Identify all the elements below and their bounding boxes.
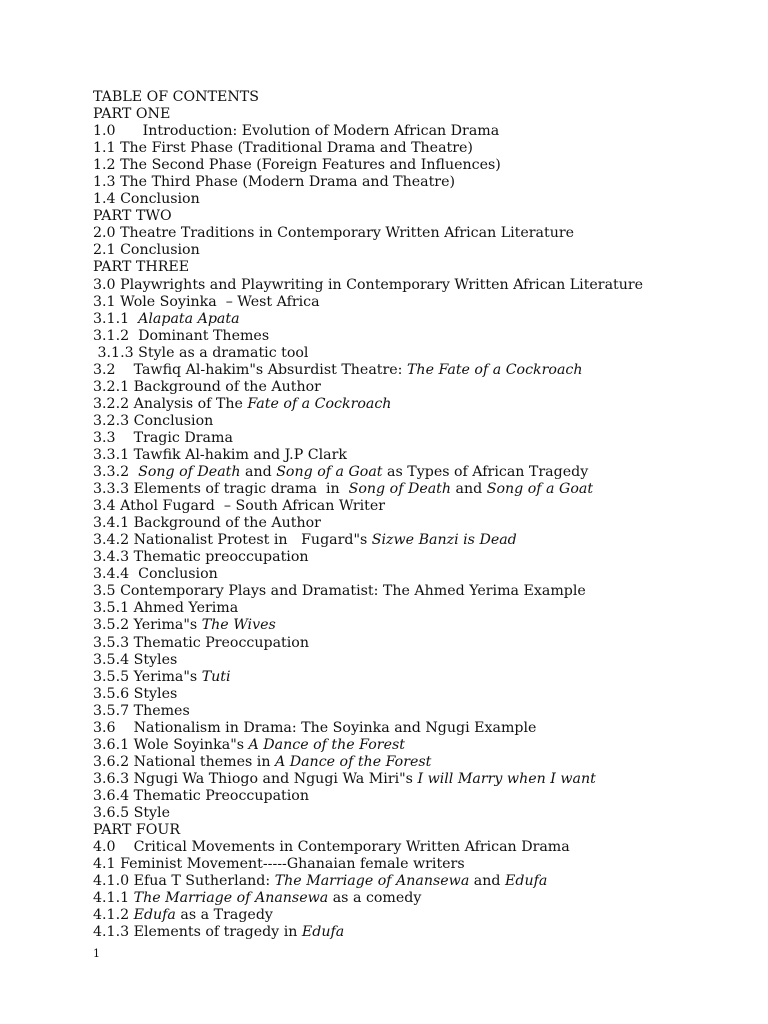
toc-text: 3.6.1 Wole Soyinka"s: [93, 736, 249, 753]
toc-line: [93, 259, 753, 276]
toc-text: TABLE OF CONTENTS: [93, 89, 259, 105]
toc-line: [93, 498, 753, 515]
toc-line: [93, 208, 753, 225]
toc-line: [93, 311, 753, 328]
toc-title-italic: A Dance of the Forest: [248, 736, 405, 753]
toc-line: [93, 362, 753, 379]
toc-line: [93, 549, 753, 566]
toc-text: 3.5.3 Thematic Preoccupation: [93, 634, 309, 651]
toc-line: [93, 225, 753, 242]
toc-line: [93, 242, 753, 259]
toc-title-italic: Tuti: [201, 668, 231, 685]
toc-text: 3.1.1: [93, 310, 139, 327]
toc-text: 3.3 Tragic Drama: [93, 429, 233, 446]
toc-text: and: [469, 873, 505, 890]
toc-title-italic: Edufa: [133, 907, 176, 924]
toc-line: [93, 617, 753, 634]
toc-text: PART ONE: [93, 106, 171, 123]
toc-line: [93, 294, 753, 311]
toc-title-italic: A Dance of the Forest: [274, 753, 432, 770]
toc-text: 3.2.2 Analysis of The: [93, 395, 248, 412]
toc-text: PART FOUR: [93, 822, 181, 839]
toc-title-italic: Song of a Goat: [276, 464, 383, 481]
toc-text: as Types of African Tragedy: [382, 464, 589, 481]
toc-text: 3.4.2 Nationalist Protest in Fugard"s: [93, 532, 372, 549]
toc-line: [93, 464, 753, 481]
toc-text: 3.2.1 Background of the Author: [93, 378, 321, 395]
toc-line: [93, 515, 753, 532]
toc-text: 3.1 Wole Soyinka – West Africa: [93, 293, 320, 310]
toc-title-italic: Alapata Apata: [138, 310, 240, 327]
toc-line: [93, 123, 753, 140]
toc-line: [93, 788, 753, 805]
toc-text: 3.5.5 Yerima"s: [93, 668, 202, 685]
toc-text: 3.6 Nationalism in Drama: The Soyinka and Ngugi Example: [93, 719, 537, 736]
toc-text: 3.1.3 Style as a dramatic tool: [93, 344, 309, 361]
toc-text: as a comedy: [328, 890, 422, 907]
toc-line: [93, 566, 753, 583]
toc-line: [93, 532, 753, 549]
toc-text: PART TWO: [93, 208, 172, 225]
toc-text: 3.6.2 National themes in: [93, 753, 275, 770]
toc-line: [93, 430, 753, 447]
toc-title-italic: Edufa: [301, 924, 345, 941]
toc-line: [93, 720, 753, 737]
toc-text: 4.1.1: [93, 890, 134, 907]
page-number: 1: [93, 947, 100, 960]
toc-text: 3.1.2 Dominant Themes: [93, 327, 270, 344]
toc-line: [93, 686, 753, 703]
toc-text: 3.5.7 Themes: [93, 702, 190, 719]
toc-line: [93, 669, 753, 686]
toc-text: 1.2 The Second Phase (Foreign Features and Influences): [93, 157, 501, 174]
toc-text: 3.5.4 Styles: [93, 651, 178, 668]
toc-line: [93, 907, 753, 924]
toc-text: 4.1 Feminist Movement-----Ghanaian female writers: [93, 856, 465, 873]
toc-text: 3.6.5 Style: [93, 804, 170, 821]
toc-line: [93, 856, 753, 873]
toc-line: [93, 771, 753, 788]
toc-line: [93, 873, 753, 890]
toc-text: 2.0 Theatre Traditions in Contemporary Written African Literature: [93, 225, 575, 242]
toc-line: [93, 652, 753, 669]
toc-text: and: [451, 481, 487, 498]
toc-title-italic: Edufa: [505, 873, 548, 890]
toc-text: as a Tragedy: [175, 907, 273, 924]
toc-text: 1.1 The First Phase (Traditional Drama and Theatre): [93, 140, 473, 157]
toc-line: [93, 839, 753, 856]
toc-text: PART THREE: [93, 259, 190, 276]
toc-text: 4.1.0 Efua T Sutherland:: [93, 873, 275, 890]
toc-title-italic: The Fate of a Cockroach: [406, 361, 583, 378]
toc-line: [93, 890, 753, 907]
toc-line: [93, 106, 753, 123]
toc-line: [93, 379, 753, 396]
toc-line: [93, 328, 753, 345]
toc-line: [93, 703, 753, 720]
toc-text: 3.3.2: [93, 464, 139, 481]
toc-text: 3.4 Athol Fugard – South African Writer: [93, 498, 386, 515]
toc-line: [93, 277, 753, 294]
toc-text: 4.0 Critical Movements in Contemporary Written African Drama: [93, 839, 570, 856]
toc-line: [93, 481, 753, 498]
toc-text: 3.4.3 Thematic preoccupation: [93, 549, 309, 566]
toc-line: [93, 345, 753, 362]
toc-text: 1.0 Introduction: Evolution of Modern African Drama: [93, 123, 500, 140]
toc-title-italic: Song of a Goat: [486, 481, 594, 498]
toc-text: 3.2.3 Conclusion: [93, 412, 214, 429]
toc-title-italic: The Marriage of Anansewa: [274, 873, 470, 890]
toc-line: [93, 754, 753, 771]
toc-title-italic: Fate of a Cockroach: [247, 395, 392, 412]
toc-text: 3.2 Tawfiq Al-hakim"s Absurdist Theatre:: [93, 361, 407, 378]
toc-line: [93, 157, 753, 174]
toc-text: 3.0 Playwrights and Playwriting in Contemporary Written African Literature: [93, 276, 644, 293]
toc-text: 3.3.1 Tawfik Al-hakim and J.P Clark: [93, 446, 347, 463]
toc-line: [93, 447, 753, 464]
toc-line: [93, 737, 753, 754]
toc-text: 1.4 Conclusion: [93, 191, 200, 208]
toc-line: [93, 191, 753, 208]
toc-text: 4.1.3 Elements of tragedy in: [93, 924, 302, 941]
toc-line: [93, 140, 753, 157]
toc-text: and: [240, 464, 277, 481]
toc-line: [93, 600, 753, 617]
toc-title-italic: I will Marry when I want: [417, 770, 596, 787]
toc-line: [93, 413, 753, 430]
toc-title-italic: Song of Death: [348, 481, 452, 498]
toc-text: 1.3 The Third Phase (Modern Drama and Theatre): [93, 174, 456, 191]
toc-line: [93, 396, 753, 413]
toc-line: [93, 635, 753, 652]
toc-title-italic: The Marriage of Anansewa: [133, 890, 329, 907]
toc-text: 3.4.4 Conclusion: [93, 566, 218, 583]
toc-text: 3.5.6 Styles: [93, 685, 178, 702]
toc-line: [93, 89, 753, 106]
toc-line: [93, 583, 753, 600]
toc-text: 3.4.1 Background of the Author: [93, 515, 321, 532]
toc-text: 3.5 Contemporary Plays and Dramatist: The Ahmed Yerima Example: [93, 583, 586, 600]
toc-text: 2.1 Conclusion: [93, 242, 200, 259]
toc-line: [93, 174, 753, 191]
toc-line: [93, 805, 753, 822]
toc-text: 3.3.3 Elements of tragic drama in: [93, 481, 349, 498]
toc-line: [93, 924, 753, 941]
table-of-contents: [93, 89, 753, 941]
toc-text: 3.5.2 Yerima"s: [93, 617, 202, 634]
toc-line: [93, 822, 753, 839]
toc-title-italic: The Wives: [201, 617, 276, 634]
toc-text: 3.6.4 Thematic Preoccupation: [93, 787, 309, 804]
toc-title-italic: Sizwe Banzi is Dead: [371, 532, 517, 549]
toc-text: 3.6.3 Ngugi Wa Thiogo and Ngugi Wa Miri"s: [93, 770, 418, 787]
toc-title-italic: Song of Death: [138, 464, 241, 481]
toc-text: 4.1.2: [93, 907, 134, 924]
toc-text: 3.5.1 Ahmed Yerima: [93, 600, 239, 617]
